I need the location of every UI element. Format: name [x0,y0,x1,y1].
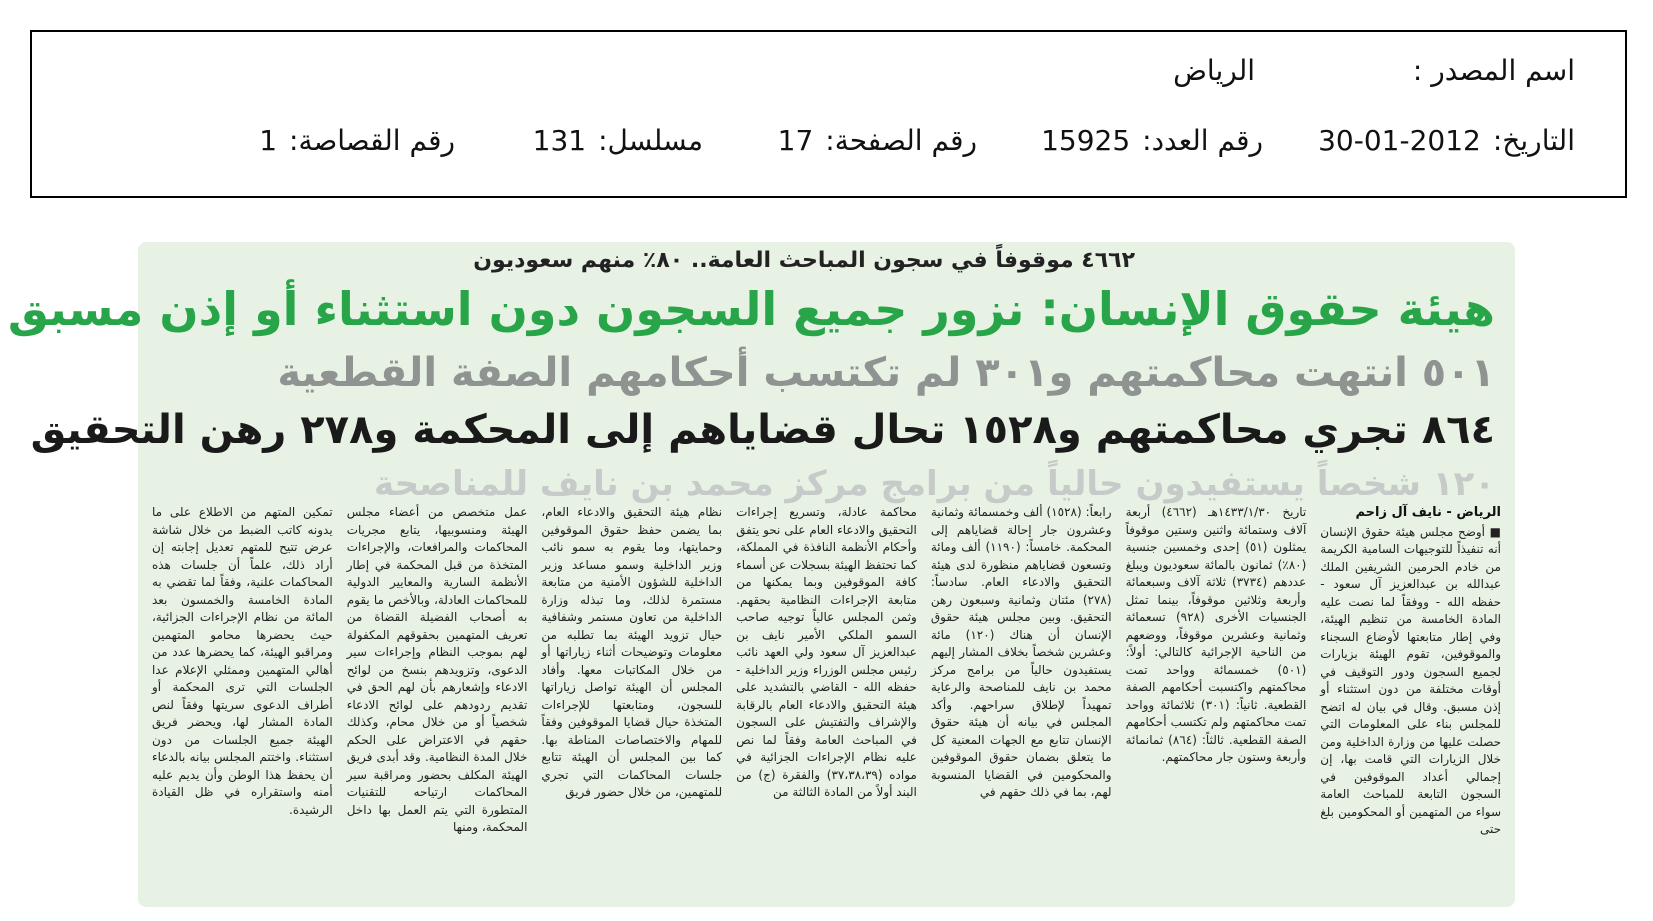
issue-row [82,124,1575,164]
date-value: 2012-01-30 [1318,124,1481,157]
page-number-label: رقم الصفحة: [825,124,977,157]
article-body [152,504,1501,900]
article-byline: الرياض - نايف آل زاحم [1355,505,1501,520]
newspaper-clipping [7,242,1515,907]
page-number-field [778,124,977,157]
issue-number-value: 15925 [1041,124,1131,157]
issue-number-field [1041,124,1263,157]
article-column [736,504,917,900]
clip-number-label: رقم القصاصة: [289,124,455,157]
column-text: رابعاً: (١٥٢٨) ألف وخمسمائة وثمانية وعشرون جار إحالة قضاياهم إلى المحكمة. خامساً: (١١٩٠) ألف ومائة وتسعون قضاياهم منظورة لدى هيئة التحقيق والادعاء العام. سادساً: (٢٧٨) مئتان وثمانية وسبعون رهن التحقيق. وبين مجلس هيئة حقوق الإنسان أن هناك (١٢٠) مائة وعشرين شخصاً بخلاف المشار إليهم يستفيدون حالياً من برامج مركز محمد بن نايف للمناصحة والرعاية تمهيداً لإطلاق سراحهم. وأكد المجلس في بيانه أن هيئة حقوق الإنسان تتابع مع الجهات المعنية كل ما يتعلق بضمان حقوق الموقوفين والمحكومين في القضايا المنسوبة لهم، بما في ذلك حقهم في [930,505,1112,799]
source-label: اسم المصدر : [1412,54,1575,87]
article-column [347,504,528,900]
page-number-value: 17 [777,124,814,157]
source-row [82,54,1575,94]
issue-number-label: رقم العدد: [1142,124,1263,157]
serial-label: مسلسل: [598,124,703,157]
column-text: تمكين المتهم من الاطلاع على ما يدونه كاتب الضبط من خلال شاشة عرض تتيح للمتهم تعديل إجابته إن أراد ذلك، علماً أن جلسات هذه المحاكمات علنية، وفقاً لما تقضي به المادة الخامسة والخمسون بعد المائة من نظام الإجراءات الجزائية، حيث يحضرها محامو المتهمين ومراقبو الهيئة، كما يحضرها عدد من أهالي المتهمين وممثلي الإعلام عدا الجلسات التي ترى المحكمة أو أطراف الدعوى سريتها وفقاً لنص المادة المشار لها، ويحضر فريق الهيئة جميع الجلسات من دون استثناء. واختتم المجلس بيانه بالدعاء أن يحفظ هذا الوطن وأن يديم عليه أمنه واستقراره في ظل القيادة الرشيدة. [151,505,333,817]
column-text: محاكمة عادلة، وتسريع إجراءات التحقيق والادعاء العام على نحو يتفق وأحكام الأنظمة النافذة في المملكة، كما تحتفظ الهيئة بسجلات عن أسماء كافة الموقوفين وبما يمكنها من متابعة الإجراءات النظامية بحقهم. وثمن المجلس عالياً توجيه صاحب السمو الملكي الأمير نايف بن عبدالعزيز آل سعود ولي العهد نائب رئيس مجلس الوزراء وزير الداخلية - حفظه الله - القاضي بالتشديد على هيئة التحقيق والادعاء العام بالرقابة والإشراف والتفتيش على السجون في المباحث العامة وفقاً لما نص عليه نظام الإجراءات الجزائية في مواده (٣٧،٣٨،٣٩) والفقرة (ج) من البند أولاً من المادة الثالثة من [736,505,917,799]
serial-value: 131 [532,124,587,157]
column-text: نظام هيئة التحقيق والادعاء العام، بما يضمن حفظ حقوق الموقوفين وحمايتها، وما يقوم به سمو نائب وزير الداخلية وسمو مساعد وزير الداخلية للشؤون الأمنية من متابعة مستمرة لذلك، وما تبذله وزارة الداخلية من تعاون مستمر وشفافية حيال تزويد الهيئة بما تطلبه من معلومات وتوضيحات أثناء زياراتها أو من خلال المكاتبات معها. وأفاد المجلس أن الهيئة تواصل زياراتها للسجون، ومتابعتها للإجراءات المتخذة حيال قضايا الموقوفين وفقاً للمهام والاختصاصات المناطة بها. كما بين المجلس أن الهيئة تتابع جلسات المحاكمات التي تجري للمتهمين، من خلال حضور فريق [541,505,723,799]
article-column [152,504,333,900]
date-label: التاريخ: [1492,124,1575,157]
column-text: ■ أوضح مجلس هيئة حقوق الإنسان أنه تنفيذاً للتوجيهات السامية الكريمة من خادم الحرمين الشريفين الملك عبدالله بن عبدالعزيز آل سعود - حفظه الله - ووفقاً لما نصت عليه المادة الخامسة من تنظيم الهيئة، وفي إطار متابعتها لأوضاع السجناء والموقوفين، تقوم الهيئة بزيارات لجميع السجون ودور التوقيف في أوقات مختلفة من دون استثناء أو إذن مسبق. وقال في بيان له اتضح للمجلس بناء على المعلومات التي حصلت عليها من وزارة الداخلية ومن خلال الزيارات التي قامت بها، إن إجمالي أعداد الموقوفين في السجون التابعة للمباحث العامة سواء من المتهمين أو المحكومين بلغ حتى [1320,524,1501,836]
serial-field [533,124,703,157]
article-column [931,504,1112,900]
column-text: عمل متخصص من أعضاء مجلس الهيئة ومنسوبيها، يتابع مجريات المحاكمات والمرافعات، والإجراءات المتخذة من قبل المحكمة في إطار الأنظمة السارية والمعايير الدولية للمحاكمات العادلة، وبالأخص ما يقوم به أصحاب الفضيلة القضاة من تعريف المتهمين بحقوقهم المكفولة لهم بموجب النظام وإجراءات سير الدعوى، وتزويدهم بنسخ من لوائح الادعاء وإشعارهم بأن لهم الحق في تقديم ردودهم على لوائح الادعاء شخصياً أو من خلال محام، وكذلك حقهم في الاعتراض على الحكم خلال المدة النظامية. وقد أبدى فريق الهيئة المكلف بحضور ومراقبة سير المحاكمات ارتياحه للتقنيات المتطورة التي يتم العمل بها داخل المحكمة، ومنها [346,505,528,834]
article-column [541,504,722,900]
column-text: تاريخ ١٤٣٣/١/٣٠هـ (٤٦٦٢) أربعة آلاف وستمائة واثنين وستين موقوفاً يمثلون (٥١) إحدى وخمسين جنسية (٨٠٪) ثمانون بالمائة سعوديون ويبلغ عددهم (٣٧٣٤) ثلاثة آلاف وسبعمائة وأربعة وثلاثين موقوفاً، بينما تمثل الجنسيات الأخرى (٩٢٨) تسعمائة وثمانية وعشرين موقوفاً، ووضعهم من الناحية الإجرائية كالتالي: أولاً: (٥٠١) خمسمائة وواحد تمت محاكمتهم واكتسبت أحكامهم الصفة القطعية. ثانياً: (٣٠١) ثلاثمائة وواحد تمت محاكمتهم ولم تكتسب أحكامهم الصفة القطعية. ثالثاً: (٨٦٤) ثمانمائة وأربعة وستون جار محاكمتهم. [1125,505,1307,764]
metadata-box [30,30,1627,198]
clip-number-field [259,124,455,157]
article-column [1320,504,1501,900]
clip-number-value: 1 [259,124,278,157]
article-subhead-3: ١٢٠ شخصاً يستفيدون حالياً من برامج مركز محمد بن نايف للمناصحة [373,464,1495,504]
article-headline: هيئة حقوق الإنسان: نزور جميع السجون دون استثناء أو إذن مسبق [7,282,1495,336]
date-field [1318,124,1575,157]
article-subhead-1: ٥٠١ انتهت محاكمتهم و٣٠١ لم تكتسب أحكامهم الصفة القطعية [277,350,1495,396]
article-subhead-2: ٨٦٤ تجري محاكمتهم و١٥٢٨ تحال قضاياهم إلى المحكمة و٢٧٨ رهن التحقيق [30,407,1495,453]
article-column [1126,504,1307,900]
article-kicker: ٤٦٦٢ موقوفاً في سجون المباحث العامة.. ٨٠٪ منهم سعوديون [473,248,1135,273]
source-value: الرياض [1173,54,1255,87]
